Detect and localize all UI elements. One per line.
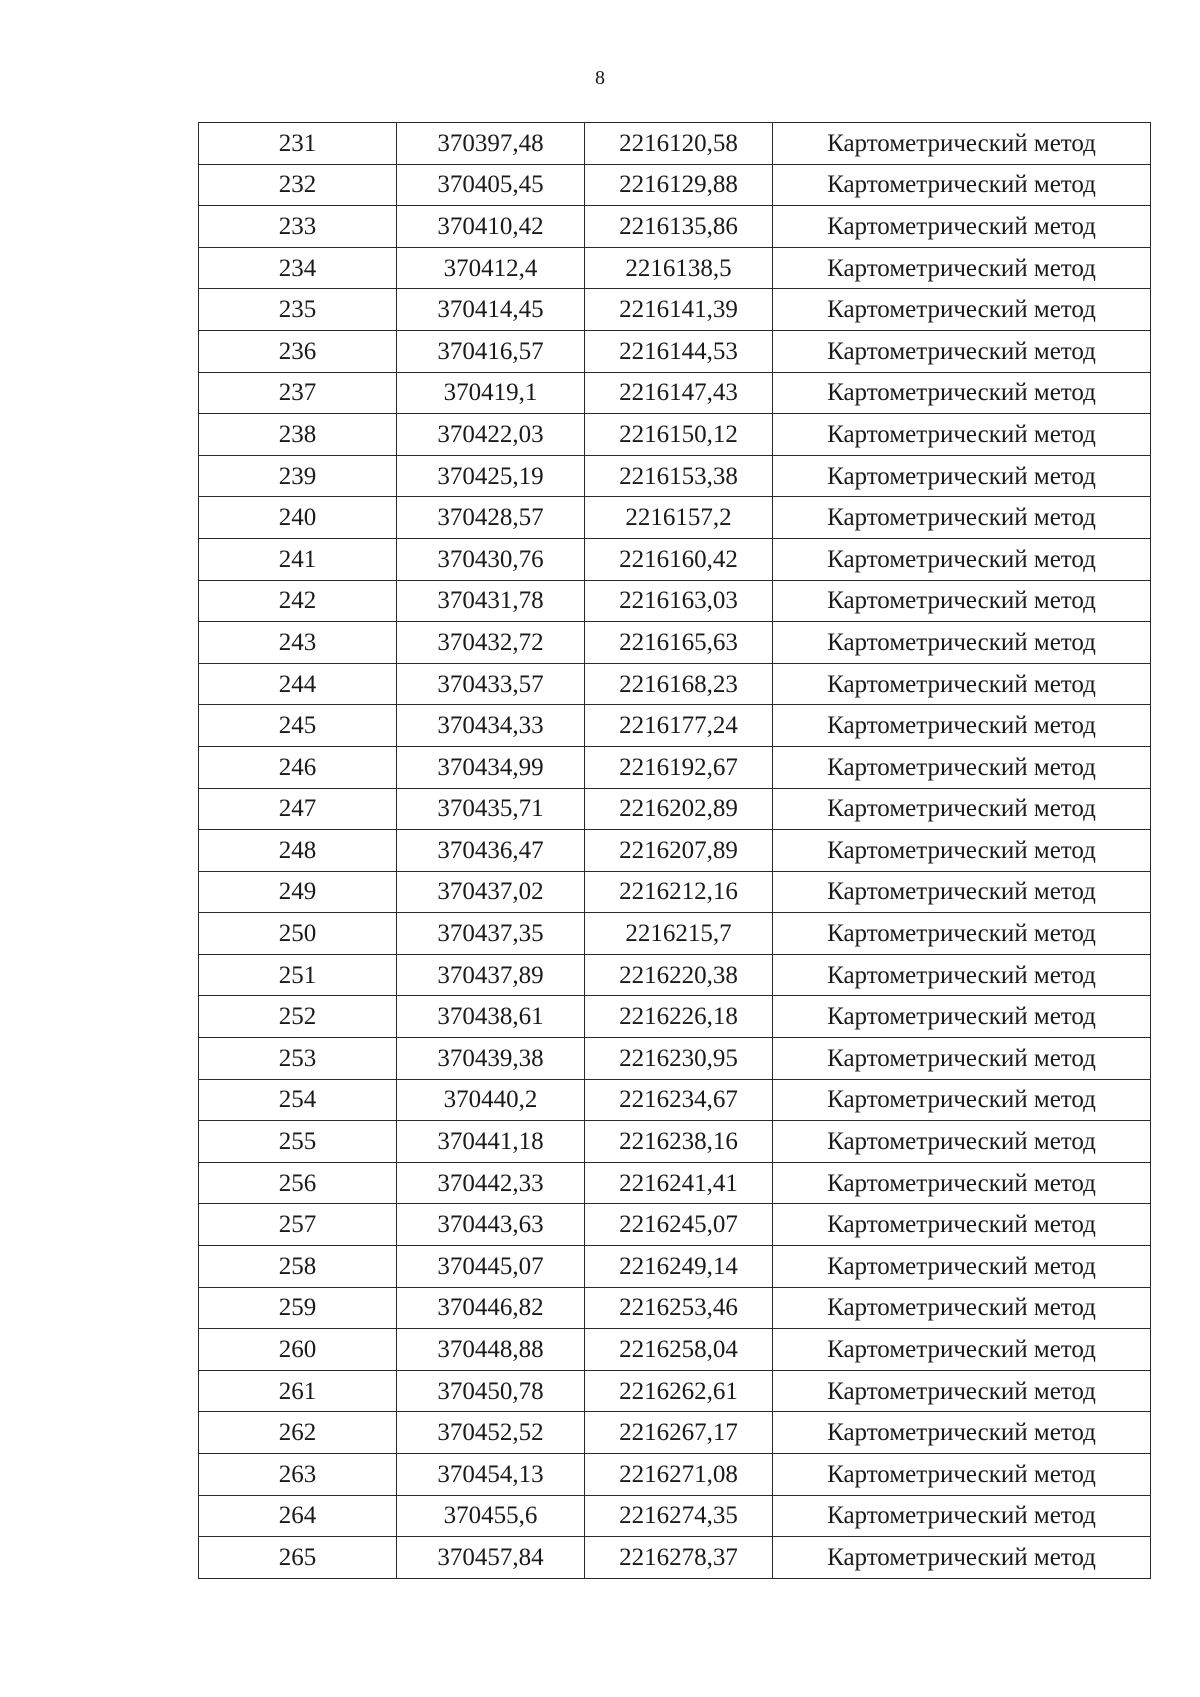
method-cell: Картометрический метод xyxy=(773,123,1151,165)
x-coordinate-cell: 370433,57 xyxy=(397,663,585,705)
y-coordinate-cell: 2216230,95 xyxy=(585,1038,773,1080)
method-cell: Картометрический метод xyxy=(773,1537,1151,1579)
method-cell: Картометрический метод xyxy=(773,830,1151,872)
y-coordinate-cell: 2216163,03 xyxy=(585,580,773,622)
x-coordinate-cell: 370425,19 xyxy=(397,455,585,497)
y-coordinate-cell: 2216153,38 xyxy=(585,455,773,497)
table-row xyxy=(199,913,1151,955)
x-coordinate-cell: 370443,63 xyxy=(397,1204,585,1246)
table-row xyxy=(199,1246,1151,1288)
point-number-cell: 264 xyxy=(199,1495,397,1537)
method-cell: Картометрический метод xyxy=(773,164,1151,206)
y-coordinate-cell: 2216278,37 xyxy=(585,1537,773,1579)
table-row xyxy=(199,996,1151,1038)
table-row xyxy=(199,1204,1151,1246)
x-coordinate-cell: 370435,71 xyxy=(397,788,585,830)
y-coordinate-cell: 2216226,18 xyxy=(585,996,773,1038)
point-number-cell: 240 xyxy=(199,497,397,539)
y-coordinate-cell: 2216274,35 xyxy=(585,1495,773,1537)
x-coordinate-cell: 370434,33 xyxy=(397,705,585,747)
table-row xyxy=(199,1287,1151,1329)
table-row xyxy=(199,954,1151,996)
point-number-cell: 246 xyxy=(199,746,397,788)
point-number-cell: 258 xyxy=(199,1246,397,1288)
point-number-cell: 236 xyxy=(199,330,397,372)
method-cell: Картометрический метод xyxy=(773,1287,1151,1329)
point-number-cell: 260 xyxy=(199,1329,397,1371)
method-cell: Картометрический метод xyxy=(773,871,1151,913)
table-row xyxy=(199,1121,1151,1163)
table-row xyxy=(199,372,1151,414)
table-row xyxy=(199,1454,1151,1496)
x-coordinate-cell: 370445,07 xyxy=(397,1246,585,1288)
method-cell: Картометрический метод xyxy=(773,372,1151,414)
method-cell: Картометрический метод xyxy=(773,788,1151,830)
x-coordinate-cell: 370434,99 xyxy=(397,746,585,788)
x-coordinate-cell: 370452,52 xyxy=(397,1412,585,1454)
point-number-cell: 250 xyxy=(199,913,397,955)
point-number-cell: 247 xyxy=(199,788,397,830)
point-number-cell: 232 xyxy=(199,164,397,206)
method-cell: Картометрический метод xyxy=(773,663,1151,705)
point-number-cell: 248 xyxy=(199,830,397,872)
point-number-cell: 238 xyxy=(199,414,397,456)
x-coordinate-cell: 370446,82 xyxy=(397,1287,585,1329)
x-coordinate-cell: 370432,72 xyxy=(397,622,585,664)
method-cell: Картометрический метод xyxy=(773,913,1151,955)
point-number-cell: 249 xyxy=(199,871,397,913)
method-cell: Картометрический метод xyxy=(773,247,1151,289)
x-coordinate-cell: 370397,48 xyxy=(397,123,585,165)
y-coordinate-cell: 2216241,41 xyxy=(585,1162,773,1204)
table-row xyxy=(199,1537,1151,1579)
y-coordinate-cell: 2216157,2 xyxy=(585,497,773,539)
table-row xyxy=(199,497,1151,539)
table-row xyxy=(199,830,1151,872)
point-number-cell: 252 xyxy=(199,996,397,1038)
method-cell: Картометрический метод xyxy=(773,497,1151,539)
method-cell: Картометрический метод xyxy=(773,538,1151,580)
table-row xyxy=(199,622,1151,664)
method-cell: Картометрический метод xyxy=(773,1121,1151,1163)
x-coordinate-cell: 370414,45 xyxy=(397,289,585,331)
y-coordinate-cell: 2216220,38 xyxy=(585,954,773,996)
table-row xyxy=(199,1162,1151,1204)
coordinates-table xyxy=(198,122,1151,1579)
x-coordinate-cell: 370450,78 xyxy=(397,1370,585,1412)
y-coordinate-cell: 2216168,23 xyxy=(585,663,773,705)
point-number-cell: 254 xyxy=(199,1079,397,1121)
table-row xyxy=(199,1412,1151,1454)
x-coordinate-cell: 370412,4 xyxy=(397,247,585,289)
y-coordinate-cell: 2216160,42 xyxy=(585,538,773,580)
x-coordinate-cell: 370436,47 xyxy=(397,830,585,872)
y-coordinate-cell: 2216258,04 xyxy=(585,1329,773,1371)
table-row xyxy=(199,1038,1151,1080)
table-row xyxy=(199,206,1151,248)
table-row xyxy=(199,538,1151,580)
table-row xyxy=(199,289,1151,331)
method-cell: Картометрический метод xyxy=(773,746,1151,788)
table-row xyxy=(199,1495,1151,1537)
point-number-cell: 244 xyxy=(199,663,397,705)
x-coordinate-cell: 370431,78 xyxy=(397,580,585,622)
point-number-cell: 256 xyxy=(199,1162,397,1204)
table-row xyxy=(199,123,1151,165)
method-cell: Картометрический метод xyxy=(773,1038,1151,1080)
point-number-cell: 257 xyxy=(199,1204,397,1246)
table-row xyxy=(199,746,1151,788)
point-number-cell: 262 xyxy=(199,1412,397,1454)
y-coordinate-cell: 2216192,67 xyxy=(585,746,773,788)
point-number-cell: 239 xyxy=(199,455,397,497)
y-coordinate-cell: 2216253,46 xyxy=(585,1287,773,1329)
y-coordinate-cell: 2216138,5 xyxy=(585,247,773,289)
y-coordinate-cell: 2216262,61 xyxy=(585,1370,773,1412)
table-row xyxy=(199,705,1151,747)
y-coordinate-cell: 2216135,86 xyxy=(585,206,773,248)
method-cell: Картометрический метод xyxy=(773,206,1151,248)
y-coordinate-cell: 2216238,16 xyxy=(585,1121,773,1163)
point-number-cell: 253 xyxy=(199,1038,397,1080)
y-coordinate-cell: 2216150,12 xyxy=(585,414,773,456)
y-coordinate-cell: 2216245,07 xyxy=(585,1204,773,1246)
table-row xyxy=(199,1329,1151,1371)
table-row xyxy=(199,414,1151,456)
method-cell: Картометрический метод xyxy=(773,1454,1151,1496)
point-number-cell: 235 xyxy=(199,289,397,331)
y-coordinate-cell: 2216202,89 xyxy=(585,788,773,830)
method-cell: Картометрический метод xyxy=(773,954,1151,996)
method-cell: Картометрический метод xyxy=(773,580,1151,622)
y-coordinate-cell: 2216207,89 xyxy=(585,830,773,872)
point-number-cell: 261 xyxy=(199,1370,397,1412)
point-number-cell: 251 xyxy=(199,954,397,996)
table-row xyxy=(199,871,1151,913)
table-row xyxy=(199,164,1151,206)
method-cell: Картометрический метод xyxy=(773,1412,1151,1454)
point-number-cell: 245 xyxy=(199,705,397,747)
table-row xyxy=(199,1370,1151,1412)
x-coordinate-cell: 370430,76 xyxy=(397,538,585,580)
method-cell: Картометрический метод xyxy=(773,705,1151,747)
point-number-cell: 231 xyxy=(199,123,397,165)
x-coordinate-cell: 370438,61 xyxy=(397,996,585,1038)
y-coordinate-cell: 2216120,58 xyxy=(585,123,773,165)
x-coordinate-cell: 370416,57 xyxy=(397,330,585,372)
coordinates-table-body xyxy=(199,123,1151,1579)
point-number-cell: 234 xyxy=(199,247,397,289)
y-coordinate-cell: 2216267,17 xyxy=(585,1412,773,1454)
method-cell: Картометрический метод xyxy=(773,1246,1151,1288)
x-coordinate-cell: 370448,88 xyxy=(397,1329,585,1371)
table-row xyxy=(199,580,1151,622)
x-coordinate-cell: 370455,6 xyxy=(397,1495,585,1537)
point-number-cell: 237 xyxy=(199,372,397,414)
x-coordinate-cell: 370437,35 xyxy=(397,913,585,955)
y-coordinate-cell: 2216165,63 xyxy=(585,622,773,664)
method-cell: Картометрический метод xyxy=(773,330,1151,372)
method-cell: Картометрический метод xyxy=(773,414,1151,456)
method-cell: Картометрический метод xyxy=(773,289,1151,331)
x-coordinate-cell: 370428,57 xyxy=(397,497,585,539)
method-cell: Картометрический метод xyxy=(773,1204,1151,1246)
table-row xyxy=(199,455,1151,497)
method-cell: Картометрический метод xyxy=(773,1079,1151,1121)
method-cell: Картометрический метод xyxy=(773,996,1151,1038)
y-coordinate-cell: 2216215,7 xyxy=(585,913,773,955)
y-coordinate-cell: 2216147,43 xyxy=(585,372,773,414)
x-coordinate-cell: 370457,84 xyxy=(397,1537,585,1579)
page-number: 8 xyxy=(595,67,605,89)
x-coordinate-cell: 370437,89 xyxy=(397,954,585,996)
point-number-cell: 263 xyxy=(199,1454,397,1496)
y-coordinate-cell: 2216129,88 xyxy=(585,164,773,206)
table-row xyxy=(199,663,1151,705)
method-cell: Картометрический метод xyxy=(773,1329,1151,1371)
x-coordinate-cell: 370440,2 xyxy=(397,1079,585,1121)
y-coordinate-cell: 2216212,16 xyxy=(585,871,773,913)
method-cell: Картометрический метод xyxy=(773,1495,1151,1537)
y-coordinate-cell: 2216234,67 xyxy=(585,1079,773,1121)
table-row xyxy=(199,247,1151,289)
y-coordinate-cell: 2216249,14 xyxy=(585,1246,773,1288)
x-coordinate-cell: 370442,33 xyxy=(397,1162,585,1204)
table-row xyxy=(199,330,1151,372)
point-number-cell: 259 xyxy=(199,1287,397,1329)
x-coordinate-cell: 370437,02 xyxy=(397,871,585,913)
point-number-cell: 265 xyxy=(199,1537,397,1579)
point-number-cell: 233 xyxy=(199,206,397,248)
point-number-cell: 242 xyxy=(199,580,397,622)
x-coordinate-cell: 370422,03 xyxy=(397,414,585,456)
point-number-cell: 255 xyxy=(199,1121,397,1163)
y-coordinate-cell: 2216177,24 xyxy=(585,705,773,747)
y-coordinate-cell: 2216271,08 xyxy=(585,1454,773,1496)
table-row xyxy=(199,1079,1151,1121)
table-row xyxy=(199,788,1151,830)
method-cell: Картометрический метод xyxy=(773,1162,1151,1204)
x-coordinate-cell: 370441,18 xyxy=(397,1121,585,1163)
point-number-cell: 243 xyxy=(199,622,397,664)
method-cell: Картометрический метод xyxy=(773,455,1151,497)
x-coordinate-cell: 370410,42 xyxy=(397,206,585,248)
point-number-cell: 241 xyxy=(199,538,397,580)
x-coordinate-cell: 370439,38 xyxy=(397,1038,585,1080)
x-coordinate-cell: 370405,45 xyxy=(397,164,585,206)
y-coordinate-cell: 2216141,39 xyxy=(585,289,773,331)
method-cell: Картометрический метод xyxy=(773,622,1151,664)
y-coordinate-cell: 2216144,53 xyxy=(585,330,773,372)
x-coordinate-cell: 370419,1 xyxy=(397,372,585,414)
x-coordinate-cell: 370454,13 xyxy=(397,1454,585,1496)
method-cell: Картометрический метод xyxy=(773,1370,1151,1412)
